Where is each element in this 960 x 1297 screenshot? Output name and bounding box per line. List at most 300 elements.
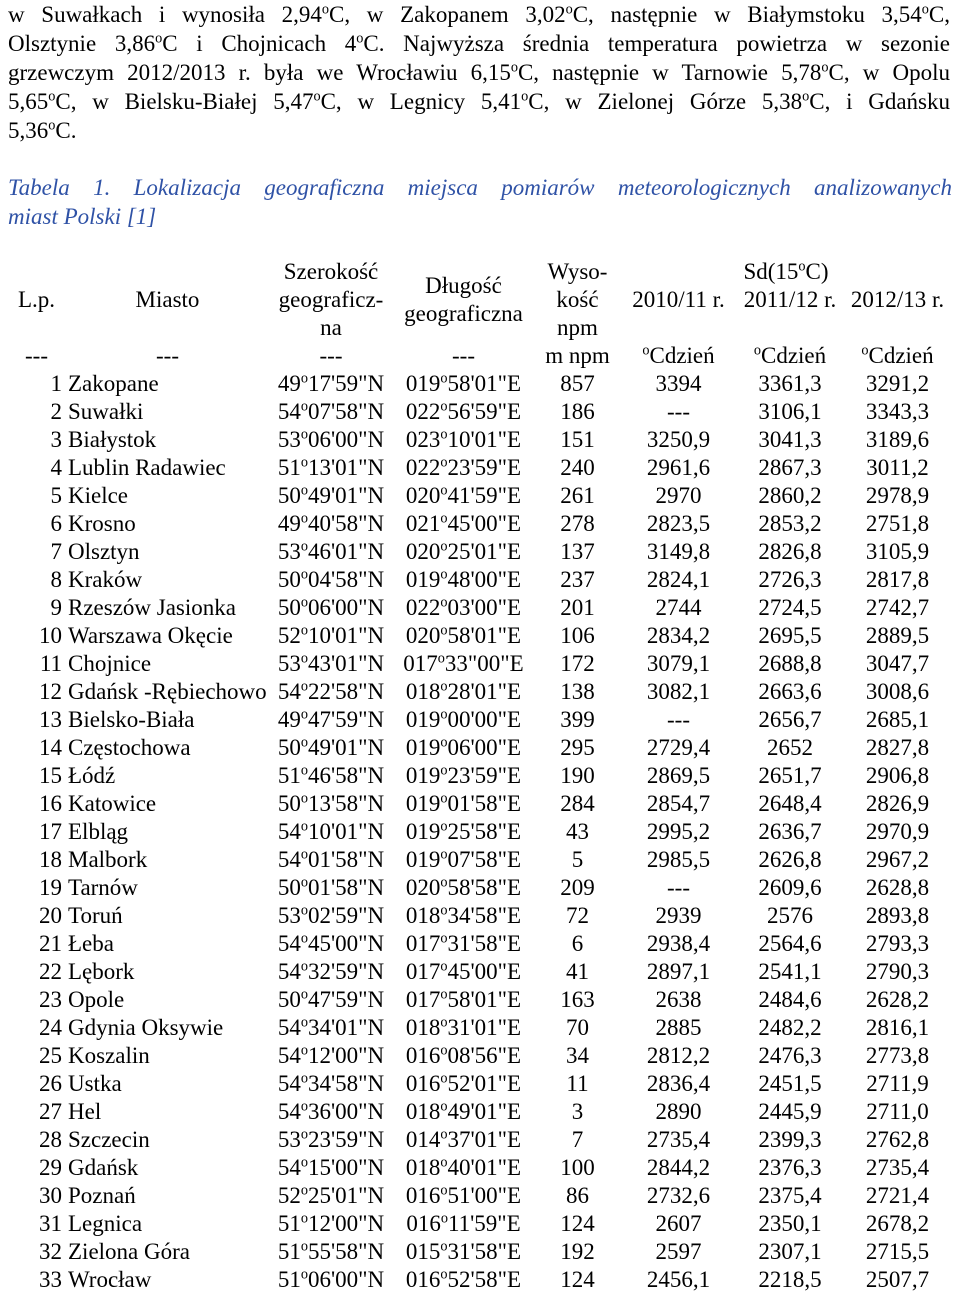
longitude-text: 019 [405,763,441,788]
latitude-text: 49 [277,707,301,732]
longitude-text: 45'00"E [447,511,522,536]
superscript-degree: o [300,1182,308,1199]
table-row [8,454,952,482]
cell-latitude [270,482,392,510]
superscript-degree: o [440,1098,448,1115]
superscript-degree: o [565,1,573,18]
longitude-text: 019 [405,707,441,732]
paragraph-text: 5,65 [8,89,49,114]
cell-latitude [270,930,392,958]
header-altitude-line: kość [556,287,599,312]
table-row [8,1210,952,1238]
latitude-text: 54 [277,847,301,872]
latitude-text: 13'01"N [307,455,385,480]
cell-longitude [392,1210,535,1238]
cell-latitude [270,1182,392,1210]
table-row [8,594,952,622]
cell-latitude [270,986,392,1014]
cell-latitude [270,622,392,650]
superscript-degree: o [300,510,308,527]
latitude-text: 49'01"N [307,483,385,508]
cell-sd-2012-13: 2970,9 [865,819,930,844]
cell-lp: 8 [50,567,62,592]
superscript-degree: o [300,846,308,863]
longitude-text: 52'58"E [447,1267,522,1292]
unit-cell [270,342,392,370]
cell-sd-2010-11: 3079,1 [646,651,711,676]
unit-text: --- [319,343,343,368]
cell-altitude: 100 [560,1155,595,1180]
longitude-text: 019 [405,847,441,872]
cell-altitude: 3 [571,1099,584,1124]
cell-sd-2010-11: 2824,1 [646,567,711,592]
cell-latitude [270,846,392,874]
table-header [8,258,952,370]
table-row [8,902,952,930]
header-season-2011-12: 2011/12 r. [743,287,837,312]
cell-city: Kraków [68,567,143,592]
cell-longitude [392,1070,535,1098]
cell-sd-2011-12: 2648,4 [758,791,822,816]
cell-altitude: 7 [571,1127,584,1152]
longitude-text: 33"00"E [444,651,524,676]
cell-lp: 18 [39,847,62,872]
latitude-text: 54 [277,1099,301,1124]
cell-sd-2012-13: 2678,2 [865,1211,930,1236]
longitude-text: 019 [405,371,441,396]
paragraph-text: Olsztynie 3,86 [8,31,156,56]
latitude-text: 50 [277,595,301,620]
unit-cell [65,342,270,370]
cell-sd-2011-12: 2656,7 [758,707,822,732]
cell-sd-2012-13: 2967,2 [865,847,930,872]
cell-sd-2010-11: 2897,1 [646,959,711,984]
cell-longitude [392,398,535,426]
paragraph-text: grzewczym 2012/2013 r. była we Wrocławiu 6,15 [8,60,511,85]
table-caption [8,173,952,231]
longitude-text: 00'00"E [447,707,522,732]
cell-sd-2012-13: 2889,5 [865,623,930,648]
superscript-degree: o [437,650,445,667]
latitude-text: 15'00"N [307,1155,385,1180]
cell-sd-2012-13: 2721,4 [865,1183,930,1208]
longitude-text: 020 [405,623,441,648]
table-row [8,1098,952,1126]
cell-latitude [270,1098,392,1126]
table-row [8,930,952,958]
cell-altitude: 295 [560,735,595,760]
latitude-text: 10'01"N [307,819,385,844]
superscript-degree: o [300,958,308,975]
cell-altitude: 261 [560,483,595,508]
latitude-text: 53 [277,539,301,564]
unit-text: Cdzień [649,343,715,368]
header-spacer [620,314,737,342]
cell-sd-2011-12: 2626,8 [758,847,822,872]
longitude-text: 31'58"E [447,1239,522,1264]
longitude-text: 017 [405,959,441,984]
latitude-text: 54 [277,399,301,424]
longitude-text: 021 [405,511,441,536]
cell-altitude: 172 [560,651,595,676]
superscript-degree: o [440,594,448,611]
table-row [8,1126,952,1154]
table-row [8,706,952,734]
cell-sd-2010-11: 2970 [655,483,702,508]
cell-sd-2011-12: 2826,8 [758,539,822,564]
cell-sd-2012-13: 3189,6 [865,427,930,452]
header-longitude [392,258,535,342]
cell-sd-2011-12: 2399,3 [758,1127,822,1152]
latitude-text: 54 [277,1071,301,1096]
cell-sd-2011-12: 2218,5 [758,1267,822,1292]
cell-sd-2011-12: 3041,3 [758,427,822,452]
latitude-text: 50 [277,735,301,760]
cell-longitude [392,874,535,902]
cell-sd-2010-11: 2985,5 [646,847,711,872]
header-lp: L.p. [17,287,56,312]
longitude-text: 49'01"E [447,1099,522,1124]
superscript-degree: o [313,88,321,105]
latitude-text: 54 [277,679,301,704]
longitude-text: 48'00"E [447,567,522,592]
cell-altitude: 857 [560,371,595,396]
cell-sd-2010-11: 2844,2 [646,1155,711,1180]
cell-city: Kielce [68,483,129,508]
cell-city: Suwałki [68,399,144,424]
longitude-text: 23'59"E [447,455,522,480]
table-row [8,874,952,902]
cell-sd-2010-11: 2729,4 [646,735,711,760]
cell-sd-2011-12: 2445,9 [758,1099,822,1124]
table-row [8,426,952,454]
superscript-degree: o [521,88,529,105]
cell-sd-2010-11: 2456,1 [646,1267,711,1292]
cell-city: Bielsko-Biała [68,707,195,732]
cell-lp: 29 [39,1155,62,1180]
cell-sd-2010-11: --- [667,875,690,900]
cell-altitude: 163 [560,987,595,1012]
cell-sd-2012-13: 2711,0 [866,1099,929,1124]
superscript-degree: o [753,342,761,359]
cell-city: Zakopane [68,371,159,396]
superscript-degree: o [440,818,448,835]
latitude-text: 54 [277,819,301,844]
longitude-text: 52'01"E [447,1071,522,1096]
header-altitude [535,258,620,342]
cell-lp: 7 [50,539,62,564]
cell-altitude: 43 [566,819,589,844]
latitude-text: 54 [277,959,301,984]
cell-altitude: 278 [560,511,595,536]
cell-sd-2010-11: 2823,5 [646,511,711,536]
cell-longitude [392,790,535,818]
cell-sd-2010-11: 2890 [655,1099,702,1124]
latitude-text: 52 [277,623,301,648]
cell-altitude: 209 [560,875,595,900]
latitude-text: 54 [277,1155,301,1180]
superscript-degree: o [300,1014,308,1031]
cell-lp: 6 [50,511,62,536]
cell-latitude [270,958,392,986]
superscript-degree: o [300,1154,308,1171]
latitude-text: 13'58"N [307,791,385,816]
cell-altitude: 240 [560,455,595,480]
cell-city: Łódź [68,763,116,788]
header-altitude-line: npm [557,315,598,340]
latitude-text: 53 [277,427,301,452]
cell-sd-2011-12: 2726,3 [758,567,822,592]
cell-sd-2011-12: 2860,2 [758,483,822,508]
cell-longitude [392,1182,535,1210]
longitude-text: 017 [405,931,441,956]
longitude-text: 020 [405,483,441,508]
cell-sd-2010-11: 2836,4 [646,1071,711,1096]
superscript-degree: o [300,650,308,667]
superscript-degree: o [300,566,308,583]
cell-sd-2011-12: 2663,6 [758,679,822,704]
superscript-degree: o [440,734,448,751]
latitude-text: 12'00"N [307,1043,385,1068]
paragraph-line [8,0,950,29]
superscript-degree: o [440,986,448,1003]
cell-latitude [270,874,392,902]
cell-longitude [392,482,535,510]
cell-lp: 30 [39,1183,62,1208]
table-row [8,510,952,538]
latitude-text: 49 [277,511,301,536]
cell-altitude: 284 [560,791,595,816]
superscript-degree: o [321,1,330,18]
cell-latitude [270,566,392,594]
longitude-text: 03'00"E [447,595,522,620]
table-row [8,1266,952,1294]
cell-city: Łeba [68,931,114,956]
header-sd-text: Sd(15 [743,259,799,284]
header-longitude-line: Długość [425,273,502,298]
cell-sd-2011-12: 3361,3 [758,371,822,396]
unit-cell [392,342,535,370]
cell-sd-2010-11: 3394 [655,371,702,396]
longitude-text: 51'00"E [447,1183,522,1208]
cell-sd-2010-11: 3082,1 [646,679,711,704]
superscript-degree: o [300,902,308,919]
unit-text: Cdzień [868,343,934,368]
cell-lp: 28 [39,1127,62,1152]
paragraph-line [8,87,950,116]
cell-city: Warszawa Okęcie [68,623,233,648]
cell-sd-2010-11: 2854,7 [646,791,711,816]
table-row [8,1154,952,1182]
cell-latitude [270,398,392,426]
latitude-text: 22'58"N [307,679,385,704]
cell-sd-2010-11: --- [667,399,690,424]
longitude-text: 018 [405,1015,441,1040]
table-row [8,986,952,1014]
cell-city: Katowice [68,791,157,816]
cell-city: Chojnice [68,651,152,676]
latitude-text: 53 [277,903,301,928]
longitude-text: 28'01"E [447,679,522,704]
unit-cell [737,342,843,370]
cell-sd-2011-12: 2652 [767,735,813,760]
cell-sd-2012-13: 2978,9 [865,483,930,508]
cell-lp: 11 [39,651,62,676]
cell-altitude: 70 [566,1015,589,1040]
table-body [8,370,952,1294]
cell-city: Koszalin [68,1043,150,1068]
cell-lp: 23 [39,987,62,1012]
superscript-degree: o [300,1070,308,1087]
cell-sd-2010-11: 2812,2 [646,1043,711,1068]
superscript-degree: o [300,1266,308,1283]
cell-longitude [392,454,535,482]
cell-sd-2012-13: 2628,8 [865,875,930,900]
latitude-text: 53 [277,1127,301,1152]
cell-sd-2010-11: 2869,5 [646,763,711,788]
longitude-text: 25'01"E [447,539,522,564]
cell-city: Szczecin [68,1127,150,1152]
superscript-degree: o [798,258,806,275]
longitude-text: 56'59"E [447,399,522,424]
superscript-degree: o [300,454,308,471]
cell-altitude: 201 [560,595,595,620]
paragraph-line [8,29,950,58]
cell-sd-2012-13: 2906,8 [865,763,930,788]
unit-cell [8,342,65,370]
cell-sd-2012-13: 2711,9 [866,1071,929,1096]
cell-latitude [270,1070,392,1098]
cell-city: Gdańsk -Rębiechowo [68,679,267,704]
cell-city: Lublin Radawiec [68,455,226,480]
cell-lp: 16 [39,791,62,816]
cell-sd-2010-11: 2597 [655,1239,702,1264]
latitude-text: 50 [277,791,301,816]
latitude-text: 49 [277,371,301,396]
cell-sd-2010-11: 2885 [655,1015,702,1040]
superscript-degree: o [440,454,448,471]
longitude-text: 017 [405,987,441,1012]
cell-sd-2011-12: 2867,3 [758,455,822,480]
latitude-text: 51 [277,1239,301,1264]
superscript-degree: o [300,426,308,443]
cell-sd-2012-13: 3291,2 [865,371,930,396]
superscript-degree: o [300,538,308,555]
longitude-text: 019 [405,735,441,760]
table-row [8,1238,952,1266]
cell-altitude: 34 [566,1043,589,1068]
cell-city: Hel [68,1099,102,1124]
latitude-text: 12'00"N [307,1211,385,1236]
latitude-text: 54 [277,1043,301,1068]
longitude-text: 40'01"E [447,1155,522,1180]
cell-lp: 5 [50,483,62,508]
superscript-degree: o [921,1,929,18]
table-row [8,846,952,874]
cell-longitude [392,958,535,986]
longitude-text: 016 [406,1211,441,1236]
superscript-degree: o [300,398,308,415]
cell-lp: 25 [39,1043,62,1068]
longitude-text: 25'58"E [447,819,522,844]
cell-altitude: 151 [560,427,595,452]
longitude-text: 018 [405,679,441,704]
superscript-degree: o [300,370,308,387]
cell-city: Ustka [68,1071,122,1096]
longitude-text: 016 [405,1183,441,1208]
cell-latitude [270,370,392,398]
cell-lp: 2 [50,399,62,424]
cell-lp: 20 [39,903,62,928]
latitude-text: 17'59"N [307,371,385,396]
latitude-text: 51 [277,1211,301,1236]
cell-latitude [270,902,392,930]
cell-sd-2012-13: 2628,2 [865,987,930,1012]
latitude-text: 46'01"N [307,539,385,564]
paragraph-text: C, i Gdańsku [809,89,950,114]
longitude-text: 45'00"E [447,959,522,984]
header-season-2010-11: 2010/11 r. [632,287,725,312]
superscript-degree: o [300,734,308,751]
superscript-degree: o [48,88,56,105]
longitude-text: 022 [405,455,441,480]
superscript-degree: o [861,342,869,359]
longitude-text: 022 [405,399,441,424]
longitude-text: 019 [405,567,441,592]
paragraph-text: C, w Opolu [828,60,950,85]
cell-longitude [392,678,535,706]
cell-latitude [270,678,392,706]
header-sd-group [620,258,952,286]
cell-altitude: 190 [560,763,595,788]
cell-longitude [392,426,535,454]
cell-longitude [392,650,535,678]
cell-longitude [392,538,535,566]
cell-sd-2010-11: 2735,4 [646,1127,711,1152]
cell-lp: 24 [39,1015,62,1040]
superscript-degree: o [821,59,829,76]
unit-cell [620,342,737,370]
cell-altitude: 124 [560,1267,595,1292]
cell-city: Białystok [68,427,157,452]
longitude-text: 23'59"E [447,763,522,788]
latitude-text: 51 [277,455,301,480]
cell-sd-2012-13: 2735,4 [865,1155,930,1180]
longitude-text: 014 [405,1127,441,1152]
cell-longitude [392,1014,535,1042]
table-row [8,762,952,790]
cell-city: Częstochowa [68,735,191,760]
cell-sd-2011-12: 2636,7 [758,819,822,844]
cell-city: Malbork [68,847,148,872]
cell-altitude: 124 [560,1211,595,1236]
latitude-text: 07'58"N [307,399,385,424]
longitude-text: 58'01"E [447,987,522,1012]
latitude-text: 01'58"N [307,875,385,900]
latitude-text: 43'01"N [307,651,385,676]
superscript-degree: o [300,1126,308,1143]
cell-sd-2011-12: 2724,5 [758,595,822,620]
superscript-degree: o [440,1238,448,1255]
paragraph-text: C i Chojnicach 4 [162,31,357,56]
longitude-text: 37'01"E [447,1127,522,1152]
cell-sd-2012-13: 2715,5 [865,1239,930,1264]
cell-longitude [392,510,535,538]
cell-sd-2010-11: 2939 [655,903,702,928]
cell-altitude: 86 [566,1183,589,1208]
latitude-text: 10'01"N [307,623,385,648]
cell-longitude [392,594,535,622]
